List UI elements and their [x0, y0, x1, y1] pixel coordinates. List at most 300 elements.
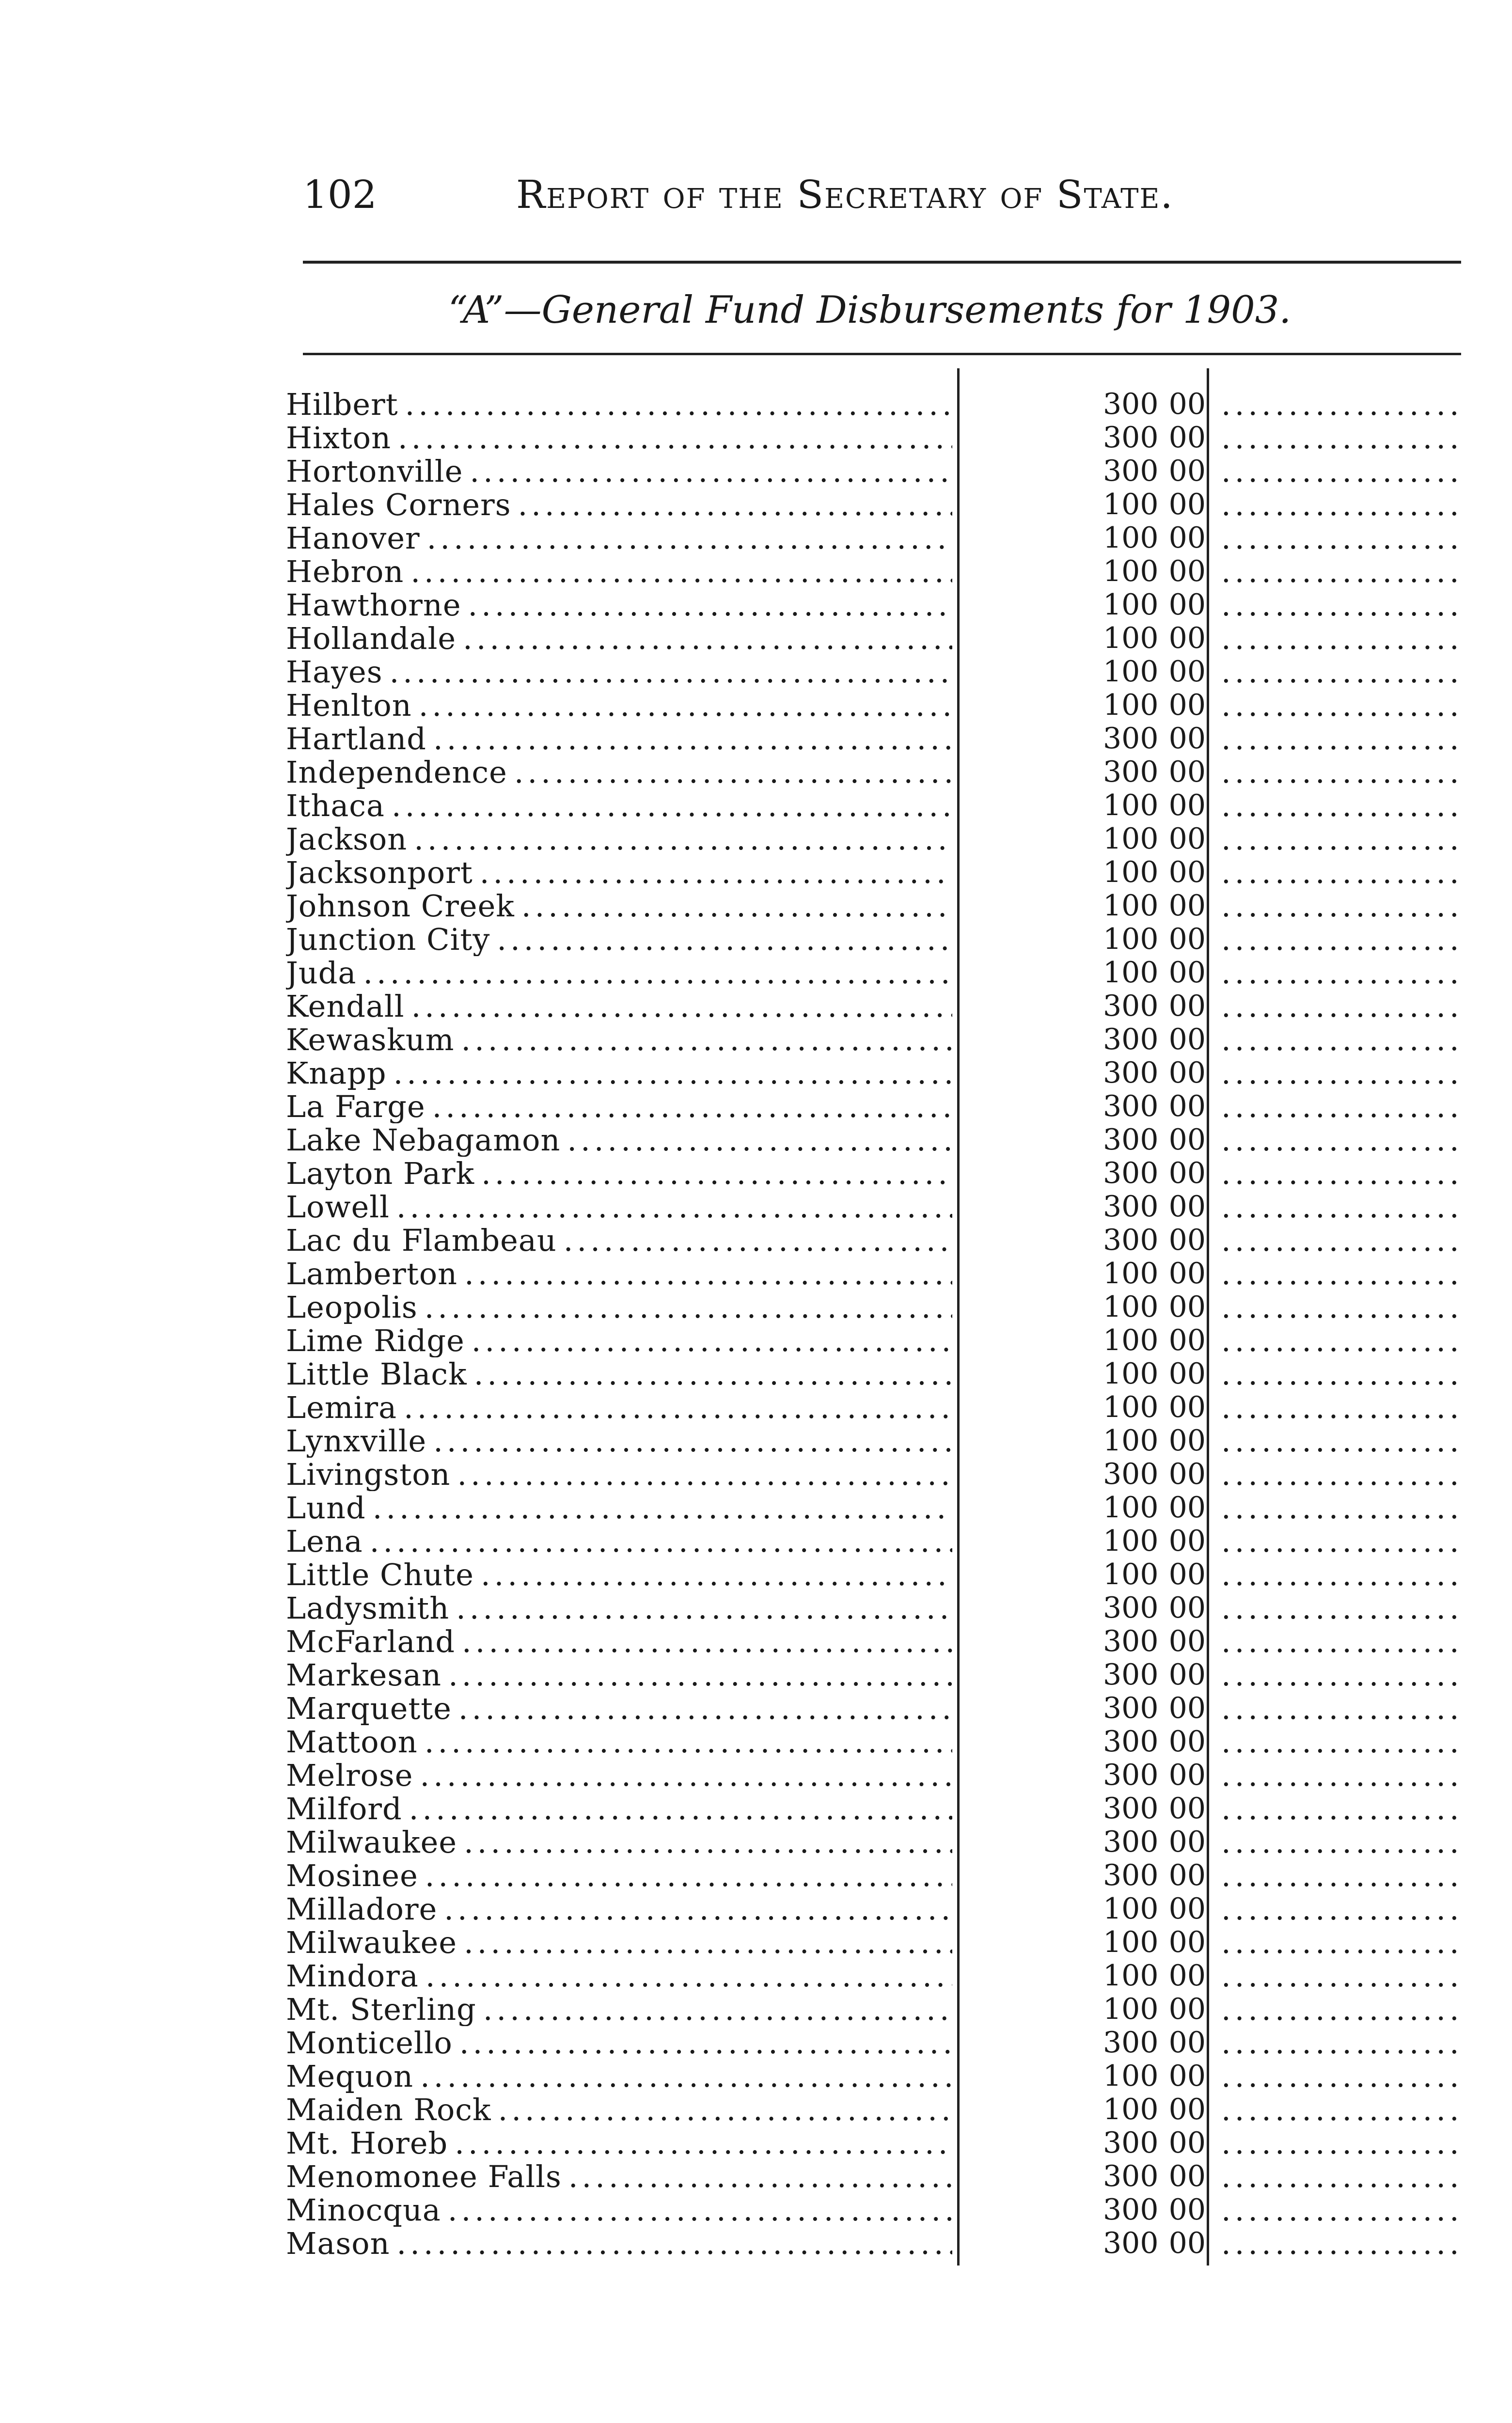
- amount-dollars: 300: [1103, 1457, 1159, 1491]
- amount-dollars: 300: [1103, 2226, 1159, 2260]
- row-name-cell: [286, 1658, 952, 1692]
- table-row: [286, 1959, 1468, 1993]
- amount-cents: 00: [1168, 1290, 1206, 1324]
- header-rule: [303, 261, 1461, 264]
- table-row: [286, 655, 1468, 689]
- amount-cell: [1075, 488, 1206, 521]
- dot-leader: [397, 2227, 952, 2260]
- empty-column-leader: [1221, 2060, 1456, 2093]
- municipality-name: Knapp: [286, 1056, 387, 1090]
- municipality-name: Johnson Creek: [286, 889, 515, 923]
- amount-dollars: 100: [1103, 1357, 1159, 1391]
- amount-cents: 00: [1168, 1558, 1206, 1591]
- amount-cents: 00: [1168, 889, 1206, 923]
- municipality-name: Maiden Rock: [286, 2093, 491, 2126]
- municipality-name: Lund: [286, 1491, 366, 1525]
- amount-dollars: 100: [1103, 1524, 1159, 1558]
- amount-dollars: 100: [1103, 2093, 1159, 2126]
- amount-dollars: 300: [1103, 1156, 1159, 1190]
- dot-leader: [405, 388, 952, 421]
- row-name-cell: [286, 822, 952, 856]
- empty-column-leader: [1221, 1658, 1456, 1692]
- amount-cents: 00: [1168, 2059, 1206, 2093]
- municipality-name: Markesan: [286, 1658, 442, 1692]
- municipality-name: Mt. Horeb: [286, 2126, 448, 2160]
- dot-leader: [396, 1190, 952, 1224]
- amount-cents: 00: [1168, 688, 1206, 722]
- amount-dollars: 100: [1103, 1323, 1159, 1357]
- empty-column-leader: [1221, 655, 1456, 689]
- dot-leader: [448, 1658, 952, 1692]
- municipality-name: La Farge: [286, 1090, 425, 1123]
- amount-cents: 00: [1168, 554, 1206, 588]
- table-row: [286, 1892, 1468, 1926]
- dot-leader: [468, 588, 952, 622]
- row-name-cell: [286, 689, 952, 722]
- dot-leader: [390, 655, 952, 689]
- amount-cell: [1075, 1391, 1206, 1424]
- amount-cell: [1075, 1591, 1206, 1625]
- dot-leader: [456, 1591, 952, 1625]
- empty-column-leader: [1221, 1625, 1456, 1658]
- municipality-name: Hortonville: [286, 455, 463, 488]
- row-name-cell: [286, 1424, 952, 1458]
- municipality-name: Milwaukee: [286, 1825, 457, 1859]
- table-row: [286, 1190, 1468, 1224]
- table-row: [286, 622, 1468, 655]
- dot-leader: [518, 488, 952, 521]
- table-row: [286, 1257, 1468, 1290]
- table-top-rule: [303, 353, 1461, 355]
- amount-dollars: 100: [1103, 889, 1159, 923]
- table-row: [286, 2093, 1468, 2126]
- row-name-cell: [286, 1357, 952, 1391]
- amount-cents: 00: [1168, 788, 1206, 822]
- amount-cents: 00: [1168, 1591, 1206, 1625]
- dot-leader: [521, 889, 952, 923]
- amount-dollars: 300: [1103, 454, 1159, 488]
- row-name-cell: [286, 2093, 952, 2126]
- empty-column-leader: [1221, 1959, 1456, 1993]
- amount-cents: 00: [1168, 1691, 1206, 1725]
- amount-cents: 00: [1168, 588, 1206, 622]
- table-row: [286, 1324, 1468, 1357]
- row-name-cell: [286, 655, 952, 689]
- amount-dollars: 300: [1103, 2026, 1159, 2060]
- table-row: [286, 521, 1468, 555]
- municipality-name: Hayes: [286, 655, 383, 689]
- amount-cents: 00: [1168, 989, 1206, 1023]
- empty-column-leader: [1221, 956, 1456, 990]
- amount-dollars: 100: [1103, 588, 1159, 622]
- dot-leader: [564, 1224, 952, 1257]
- empty-column-leader: [1221, 1825, 1456, 1859]
- table-row: [286, 488, 1468, 521]
- municipality-name: Little Chute: [286, 1558, 474, 1591]
- dot-leader: [373, 1491, 952, 1525]
- municipality-name: Mt. Sterling: [286, 1993, 476, 2026]
- amount-cents: 00: [1168, 1123, 1206, 1157]
- amount-cell: [1075, 1658, 1206, 1692]
- amount-dollars: 100: [1103, 855, 1159, 889]
- amount-dollars: 300: [1103, 1190, 1159, 1224]
- amount-dollars: 300: [1103, 1658, 1159, 1692]
- amount-cents: 00: [1168, 1524, 1206, 1558]
- row-name-cell: [286, 622, 952, 655]
- amount-cents: 00: [1168, 1858, 1206, 1892]
- amount-cents: 00: [1168, 2226, 1206, 2260]
- dot-leader: [461, 1023, 953, 1056]
- amount-cell: [1075, 555, 1206, 588]
- amount-dollars: 100: [1103, 488, 1159, 521]
- table-row: [286, 1725, 1468, 1759]
- dot-leader: [470, 455, 952, 488]
- row-name-cell: [286, 1926, 952, 1959]
- amount-cell: [1075, 2060, 1206, 2093]
- amount-cents: 00: [1168, 387, 1206, 421]
- amount-cell: [1075, 2227, 1206, 2260]
- amount-cents: 00: [1168, 1089, 1206, 1123]
- row-name-cell: [286, 1224, 952, 1257]
- row-name-cell: [286, 1792, 952, 1825]
- empty-column-leader: [1221, 1491, 1456, 1525]
- row-name-cell: [286, 455, 952, 488]
- amount-cell: [1075, 1792, 1206, 1825]
- municipality-name: Hanover: [286, 521, 420, 555]
- page-number: 102: [303, 172, 377, 217]
- table-row: [286, 388, 1468, 421]
- amount-dollars: 100: [1103, 822, 1159, 856]
- amount-cents: 00: [1168, 421, 1206, 455]
- amount-dollars: 300: [1103, 2126, 1159, 2160]
- empty-column-leader: [1221, 421, 1456, 455]
- municipality-name: Hebron: [286, 555, 404, 588]
- table-row: [286, 2026, 1468, 2060]
- empty-column-leader: [1221, 1558, 1456, 1591]
- table-row: [286, 2060, 1468, 2093]
- municipality-name: Lime Ridge: [286, 1324, 465, 1357]
- empty-column-leader: [1221, 588, 1456, 622]
- empty-column-leader: [1221, 2093, 1456, 2126]
- amount-cell: [1075, 2126, 1206, 2160]
- dot-leader: [472, 1324, 952, 1357]
- row-name-cell: [286, 2227, 952, 2260]
- amount-cell: [1075, 622, 1206, 655]
- dot-leader: [425, 1725, 952, 1759]
- municipality-name: Hartland: [286, 722, 426, 755]
- amount-cell: [1075, 990, 1206, 1023]
- table-row: [286, 990, 1468, 1023]
- amount-cell: [1075, 1725, 1206, 1759]
- amount-cell: [1075, 1558, 1206, 1591]
- amount-dollars: 100: [1103, 956, 1159, 990]
- row-name-cell: [286, 856, 952, 889]
- table-row: [286, 1859, 1468, 1892]
- dot-leader: [419, 689, 952, 722]
- municipality-name: Mosinee: [286, 1859, 418, 1892]
- dot-leader: [464, 1825, 952, 1859]
- row-name-cell: [286, 722, 952, 755]
- amount-cell: [1075, 2193, 1206, 2227]
- amount-cents: 00: [1168, 621, 1206, 655]
- municipality-name: Lake Nebagamon: [286, 1123, 561, 1157]
- row-name-cell: [286, 1558, 952, 1591]
- amount-cell: [1075, 1424, 1206, 1458]
- amount-cell: [1075, 1859, 1206, 1892]
- table-row: [286, 722, 1468, 755]
- row-name-cell: [286, 990, 952, 1023]
- empty-column-leader: [1221, 1859, 1456, 1892]
- dot-leader: [463, 622, 952, 655]
- empty-column-leader: [1221, 923, 1456, 956]
- municipality-name: Little Black: [286, 1357, 467, 1391]
- dot-leader: [394, 1056, 952, 1090]
- table-row: [286, 1424, 1468, 1458]
- dot-leader: [514, 755, 952, 789]
- amount-cell: [1075, 1224, 1206, 1257]
- municipality-name: Milwaukee: [286, 1926, 457, 1959]
- amount-dollars: 300: [1103, 755, 1159, 789]
- amount-cell: [1075, 1892, 1206, 1926]
- table-row: [286, 1224, 1468, 1257]
- amount-dollars: 100: [1103, 1558, 1159, 1591]
- municipality-name: Menomonee Falls: [286, 2160, 562, 2193]
- amount-cents: 00: [1168, 454, 1206, 488]
- amount-dollars: 100: [1103, 1959, 1159, 1993]
- empty-column-leader: [1221, 789, 1456, 822]
- amount-cell: [1075, 755, 1206, 789]
- table-row: [286, 923, 1468, 956]
- row-name-cell: [286, 1625, 952, 1658]
- amount-cents: 00: [1168, 2126, 1206, 2160]
- dot-leader: [392, 789, 952, 822]
- table-row: [286, 1525, 1468, 1558]
- municipality-name: Leopolis: [286, 1290, 418, 1324]
- empty-column-leader: [1221, 1591, 1456, 1625]
- municipality-name: Milford: [286, 1792, 402, 1825]
- table-row: [286, 588, 1468, 622]
- amount-cents: 00: [1168, 1457, 1206, 1491]
- amount-cell: [1075, 1825, 1206, 1859]
- amount-cents: 00: [1168, 1056, 1206, 1090]
- amount-dollars: 300: [1103, 722, 1159, 755]
- table-row: [286, 1658, 1468, 1692]
- empty-column-leader: [1221, 1892, 1456, 1926]
- dot-leader: [455, 2126, 952, 2160]
- amount-dollars: 300: [1103, 1123, 1159, 1157]
- amount-cents: 00: [1168, 1390, 1206, 1424]
- row-name-cell: [286, 2160, 952, 2193]
- row-name-cell: [286, 1023, 952, 1056]
- table-row: [286, 1825, 1468, 1859]
- table-row: [286, 1123, 1468, 1157]
- amount-cell: [1075, 421, 1206, 455]
- dot-leader: [425, 1959, 952, 1993]
- dot-leader: [409, 1792, 952, 1825]
- amount-cell: [1075, 1993, 1206, 2026]
- table-row: [286, 1692, 1468, 1725]
- amount-cents: 00: [1168, 855, 1206, 889]
- amount-cents: 00: [1168, 1624, 1206, 1658]
- amount-dollars: 300: [1103, 1858, 1159, 1892]
- amount-dollars: 100: [1103, 688, 1159, 722]
- amount-cents: 00: [1168, 1758, 1206, 1792]
- empty-column-leader: [1221, 1725, 1456, 1759]
- table-row: [286, 1458, 1468, 1491]
- dot-leader: [481, 1157, 952, 1190]
- empty-column-leader: [1221, 822, 1456, 856]
- amount-dollars: 300: [1103, 2159, 1159, 2193]
- empty-column-leader: [1221, 1792, 1456, 1825]
- empty-column-leader: [1221, 1692, 1456, 1725]
- amount-cell: [1075, 956, 1206, 990]
- dot-leader: [414, 822, 952, 856]
- municipality-name: Hawthorne: [286, 588, 461, 622]
- amount-dollars: 100: [1103, 1290, 1159, 1324]
- amount-cell: [1075, 388, 1206, 421]
- amount-cents: 00: [1168, 2026, 1206, 2060]
- row-name-cell: [286, 1290, 952, 1324]
- dot-leader: [459, 2026, 952, 2060]
- amount-dollars: 100: [1103, 1257, 1159, 1290]
- amount-cell: [1075, 1625, 1206, 1658]
- amount-cell: [1075, 1290, 1206, 1324]
- amount-cents: 00: [1168, 722, 1206, 755]
- municipality-name: Marquette: [286, 1692, 452, 1725]
- row-name-cell: [286, 1157, 952, 1190]
- empty-column-leader: [1221, 622, 1456, 655]
- amount-cell: [1075, 1324, 1206, 1357]
- municipality-name: Layton Park: [286, 1157, 475, 1190]
- amount-cents: 00: [1168, 1257, 1206, 1290]
- amount-dollars: 300: [1103, 1624, 1159, 1658]
- row-name-cell: [286, 1123, 952, 1157]
- amount-cell: [1075, 1190, 1206, 1224]
- dot-leader: [444, 1892, 952, 1926]
- amount-cell: [1075, 923, 1206, 956]
- amount-dollars: 300: [1103, 1223, 1159, 1257]
- table-row: [286, 421, 1468, 455]
- amount-cents: 00: [1168, 1959, 1206, 1993]
- row-name-cell: [286, 923, 952, 956]
- dot-leader: [567, 1123, 952, 1157]
- row-name-cell: [286, 2126, 952, 2160]
- dot-leader: [497, 923, 952, 956]
- amount-dollars: 300: [1103, 2193, 1159, 2227]
- amount-cell: [1075, 889, 1206, 923]
- amount-dollars: 100: [1103, 1491, 1159, 1525]
- table-row: [286, 1357, 1468, 1391]
- amount-cell: [1075, 1759, 1206, 1792]
- page-header: [303, 171, 1459, 229]
- empty-column-leader: [1221, 1324, 1456, 1357]
- amount-cell: [1075, 689, 1206, 722]
- municipality-name: McFarland: [286, 1625, 456, 1658]
- amount-cell: [1075, 856, 1206, 889]
- amount-cell: [1075, 1056, 1206, 1090]
- amount-cents: 00: [1168, 2159, 1206, 2193]
- amount-dollars: 300: [1103, 1758, 1159, 1792]
- municipality-name: Hixton: [286, 421, 392, 455]
- empty-column-leader: [1221, 722, 1456, 755]
- row-name-cell: [286, 1825, 952, 1859]
- table-row: [286, 789, 1468, 822]
- dot-leader: [425, 1859, 952, 1892]
- amount-dollars: 300: [1103, 387, 1159, 421]
- dot-leader: [483, 1993, 952, 2026]
- amount-dollars: 300: [1103, 1089, 1159, 1123]
- row-name-cell: [286, 1458, 952, 1491]
- empty-column-leader: [1221, 1056, 1456, 1090]
- dot-leader: [457, 1458, 952, 1491]
- dot-leader: [363, 956, 952, 990]
- amount-cell: [1075, 1491, 1206, 1525]
- empty-column-leader: [1221, 2227, 1456, 2260]
- amount-dollars: 300: [1103, 1725, 1159, 1759]
- dot-leader: [568, 2160, 952, 2193]
- empty-column-leader: [1221, 1993, 1456, 2026]
- municipality-name: Mattoon: [286, 1725, 418, 1759]
- dot-leader: [420, 2060, 952, 2093]
- amount-cell: [1075, 1023, 1206, 1056]
- table-row: [286, 822, 1468, 856]
- empty-column-leader: [1221, 856, 1456, 889]
- dot-leader: [480, 856, 952, 889]
- municipality-name: Kewaskum: [286, 1023, 455, 1056]
- municipality-name: Lemira: [286, 1391, 397, 1424]
- table-row: [286, 889, 1468, 923]
- dot-leader: [432, 1090, 952, 1123]
- amount-cents: 00: [1168, 1892, 1206, 1926]
- row-name-cell: [286, 1324, 952, 1357]
- amount-dollars: 100: [1103, 621, 1159, 655]
- table-row: [286, 856, 1468, 889]
- municipality-name: Junction City: [286, 923, 490, 956]
- empty-column-leader: [1221, 1090, 1456, 1123]
- row-name-cell: [286, 1190, 952, 1224]
- municipality-name: Independence: [286, 755, 507, 789]
- empty-column-leader: [1221, 1357, 1456, 1391]
- amount-dollars: 100: [1103, 1925, 1159, 1959]
- table-row: [286, 1625, 1468, 1658]
- row-name-cell: [286, 421, 952, 455]
- municipality-name: Monticello: [286, 2026, 453, 2060]
- dot-leader: [498, 2093, 952, 2126]
- amount-cell: [1075, 1525, 1206, 1558]
- row-name-cell: [286, 1257, 952, 1290]
- empty-column-leader: [1221, 1424, 1456, 1458]
- municipality-name: Milladore: [286, 1892, 438, 1926]
- row-name-cell: [286, 1759, 952, 1792]
- empty-column-leader: [1221, 1926, 1456, 1959]
- municipality-name: Mequon: [286, 2060, 414, 2093]
- table-row: [286, 1056, 1468, 1090]
- amount-cents: 00: [1168, 1023, 1206, 1056]
- amount-cents: 00: [1168, 521, 1206, 555]
- municipality-name: Ithaca: [286, 789, 385, 822]
- dot-leader: [464, 1926, 952, 1959]
- amount-cell: [1075, 2160, 1206, 2193]
- table-row: [286, 2193, 1468, 2227]
- row-name-cell: [286, 889, 952, 923]
- row-name-cell: [286, 488, 952, 521]
- row-name-cell: [286, 1056, 952, 1090]
- row-name-cell: [286, 2193, 952, 2227]
- amount-cents: 00: [1168, 1323, 1206, 1357]
- table-row: [286, 2160, 1468, 2193]
- amount-dollars: 300: [1103, 1023, 1159, 1056]
- amount-cell: [1075, 789, 1206, 822]
